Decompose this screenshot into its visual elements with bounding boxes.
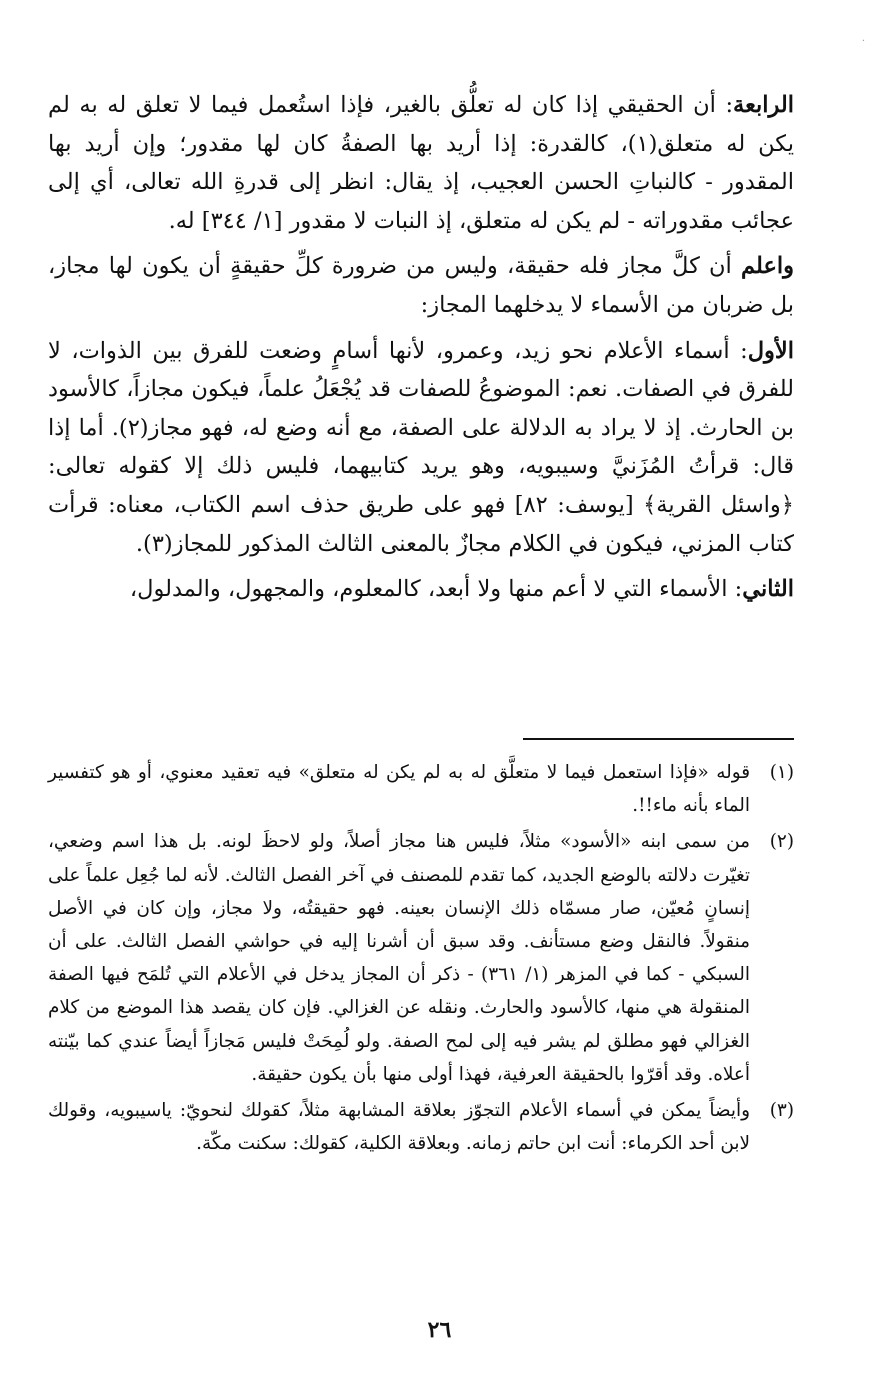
footnote-divider bbox=[523, 738, 794, 740]
footnote-1 bbox=[48, 756, 794, 822]
footnote-number: (١) bbox=[769, 762, 794, 783]
paragraph-know bbox=[48, 247, 794, 324]
paragraph-lead: الرابعة bbox=[733, 92, 794, 118]
footnote-text: وأيضاً يمكن في أسماء الأعلام التجوّز بعلاقة المشابهة مثلاً، كقولك لنحويّ: ياسيبويه، وقولك لابن أحد الكرماء: أنت ابن حاتم زمانه. وبعلاقة الكلية، كقولك: سكنت مكّة. bbox=[48, 1100, 750, 1155]
paragraph-fourth bbox=[48, 86, 794, 240]
page-number: ٢٦ bbox=[427, 1317, 452, 1343]
footnote-number: (٣) bbox=[769, 1100, 794, 1122]
paragraph-lead: واعلم bbox=[741, 253, 794, 280]
footnotes bbox=[48, 756, 794, 1163]
footnote-2 bbox=[48, 825, 794, 1091]
margin-mark: · bbox=[861, 36, 865, 47]
paragraph-first bbox=[48, 332, 794, 564]
paragraph-lead: الأول bbox=[747, 337, 794, 364]
main-text bbox=[48, 86, 794, 609]
footnote-3 bbox=[48, 1094, 794, 1160]
paragraph-text: : الأسماء التي لا أعم منها ولا أبعد، كالمعلوم، والمجهول، والمدلول، bbox=[129, 576, 743, 603]
paragraph-text: : أسماء الأعلام نحو زيد، وعمرو، لأنها أسامٍ وضعت للفرق بين الذوات، لا للفرق في الصفات. نعم: الموضوعُ للصفات قد يُجْعَلُ علماً، فيكون مجازاً، كالأسود بن الحارث. إذ لا يراد به الدلالة على الصفة، مع أنه وضع له، فهو مجاز(٢). أما إذا قال: قرأتُ المُزَنيَّ وسيبويه، وهو يريد كتابيهما، فليس ذلك إلا كقوله تعالى: ﴿واسئل القرية﴾ [يوسف: ٨٢] فهو على طريق حذف اسم الكتاب، معناه: قرأت كتاب المزني، فيكون في الكلام مجازٌ بالمعنى الثالث المذكور للمجاز(٣). bbox=[48, 337, 794, 557]
paragraph-text: : أن الحقيقي إذا كان له تعلُّق بالغير، فإذا استُعمل فيما لا تعلق له به لم يكن له متعلق(١)، كالقدرة: إذا أريد بها الصفةُ كان لها مقدور؛ وإن أريد بها المقدور - كالنباتِ الحسن العجيب، إذ يقال: انظر إلى قدرةِ الله تعالى، أي إلى عجائب مقدوراته - لم يكن له متعلق، إذ النبات لا مقدور [١/ ٣٤٤] له. bbox=[48, 92, 794, 234]
footnote-text: قوله «فإذا استعمل فيما لا متعلَّق له به لم يكن له متعلق» فيه تعقيد معنوي، أو هو كتفسير الماء بأنه ماء!!. bbox=[48, 762, 750, 817]
paragraph-second bbox=[48, 570, 794, 609]
paragraph-text: أن كلَّ مجاز فله حقيقة، وليس من ضرورة كلِّ حقيقةٍ أن يكون لها مجاز، بل ضربان من الأسماء لا يدخلهما المجاز: bbox=[48, 253, 794, 318]
footnote-number: (٢) bbox=[769, 831, 794, 853]
paragraph-lead: الثاني bbox=[742, 576, 794, 603]
footnote-text: من سمى ابنه «الأسود» مثلاً، فليس هنا مجاز أصلاً، ولو لاحظَ لونه. بل هذا اسم وضعي، تغيّرت دلالته بالوضع الجديد، كما تقدم للمصنف في آخر الفصل الثالث. لأنه لما جُعِل علماً على إنسانٍ مُعيّن، صار مسمّاه ذلك الإنسان بعينه. فهو حقيقتُه، ولا مجاز، وإن كان في الأصل منقولاً. فالنقل وضع مستأنف. وقد سبق أن أشرنا إليه في حواشي الفصل الثالث. على أن السبكي - كما في المزهر (١/ ٣٦١) - ذكر أن المجاز يدخل في الأعلام التي تُلمَح فيها الصفة المنقولة هي منها، كالأسود والحارث. ونقله عن الغزالي. فإن كان يقصد هذا الموضع من كلام الغزالي فهو مطلق لم يشر فيه إلى لمح الصفة. ولو لُمِحَتْ فليس مَجازاً أيضاً عندي كما بيّنته أعلاه. وقد أقرّوا بالحقيقة العرفية، فهذا أولى منها بأن يكون حقيقة. bbox=[48, 831, 750, 1085]
